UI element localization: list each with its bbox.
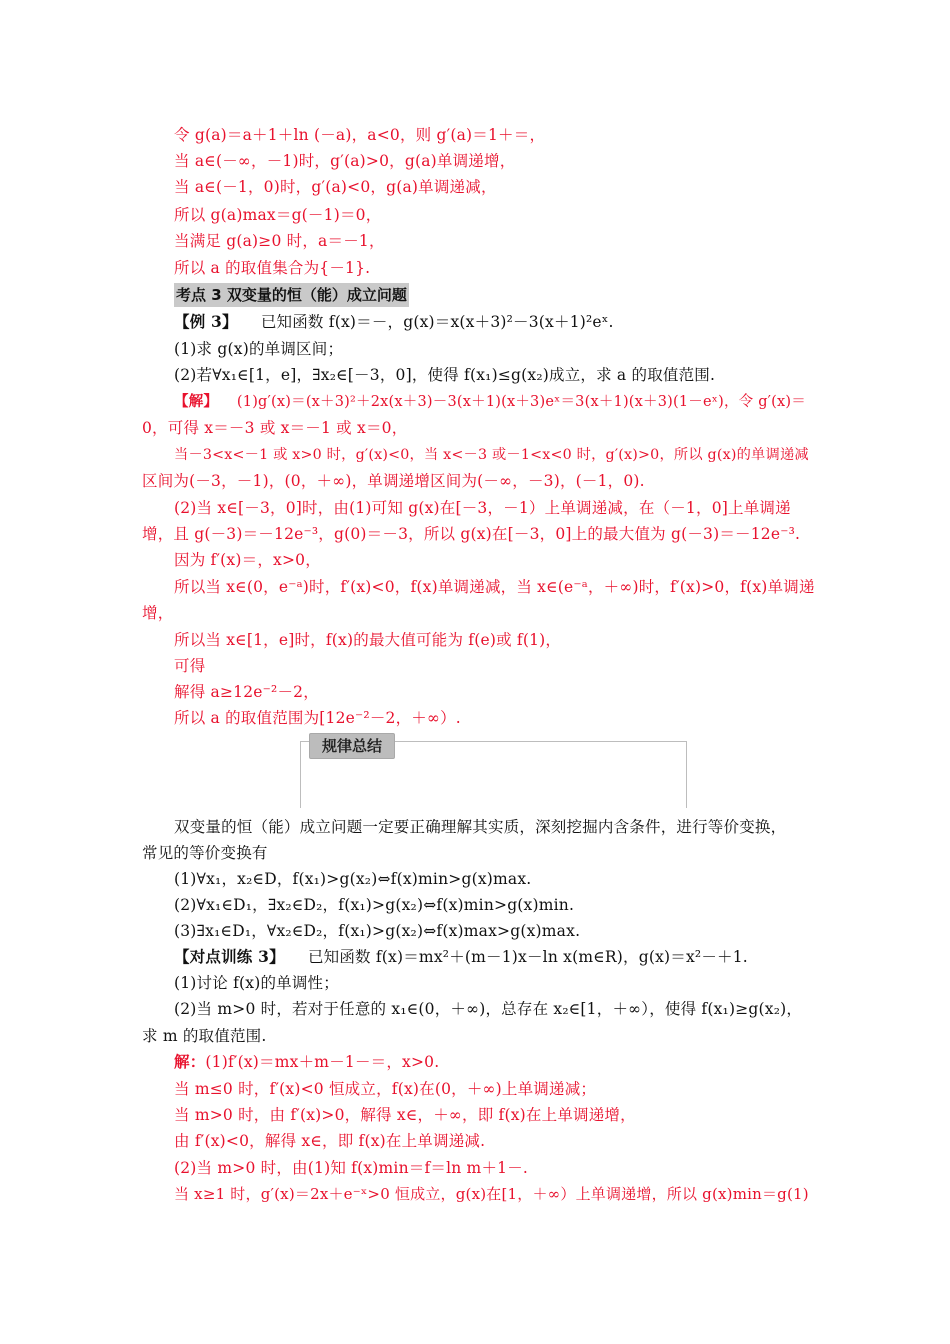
solution-line: 当－3<x<－1 或 x>0 时，g′(x)<0，当 x<－3 或－1<x<0 时，g′(x)>0，所以 g(x)的单调递减: [174, 447, 809, 463]
summary-tab: 规律总结: [309, 733, 395, 759]
practice-solution-label: 解：: [174, 1052, 206, 1071]
summary-item: (2)∀x₁∈D₁，∃x₂∈D₂，f(x₁)>g(x₂)⇔f(x)min>g(x)min.: [174, 896, 575, 914]
solution-line: 解得 a≥12e⁻²－2，: [174, 683, 319, 701]
solution-line: 0，可得 x＝－3 或 x＝－1 或 x＝0，: [142, 419, 408, 437]
solution-label: 【解】: [174, 393, 219, 410]
solution-line: 所以当 x∈(0，e⁻ᵃ)时，f′(x)<0，f(x)单调递减，当 x∈(e⁻ᵃ，＋∞)时，f′(x)>0，f(x)单调递: [174, 578, 815, 596]
practice-label: 【对点训练 3】: [174, 947, 285, 966]
example-label: 【例 3】: [174, 312, 238, 331]
solution-line: 区间为(－3，－1)，(0，＋∞)，单调递增区间为(－∞，－3)，(－1，0).: [142, 472, 645, 490]
example-statement: [174, 309, 814, 335]
practice-question-2-cont: 求 m 的取值范围.: [142, 1027, 267, 1045]
practice-solution-line: 当 m≤0 时，f′(x)<0 恒成立，f(x)在(0，＋∞)上单调递减；: [174, 1080, 597, 1098]
text-line: 当满足 g(a)≥0 时，a＝－1，: [174, 232, 385, 250]
practice-question-1: (1)讨论 f(x)的单调性；: [174, 974, 339, 992]
text-line: 所以 a 的取值集合为{－1}.: [174, 259, 371, 277]
solution-line: 增，: [142, 604, 174, 622]
example-text: 已知函数 f(x)＝－，g(x)＝x(x＋3)²－3(x＋1)²eˣ.: [260, 313, 614, 331]
example-question-1: (1)求 g(x)的单调区间；: [174, 340, 344, 358]
practice-text: 已知函数 f(x)＝mx²＋(m－1)x－ln x(m∈R)，g(x)＝x²－＋1.: [307, 948, 748, 966]
practice-solution-line: 当 m>0 时，由 f′(x)>0，解得 x∈，＋∞，即 f(x)在上单调递增，: [174, 1106, 636, 1124]
solution-line: 所以当 x∈[1，e]时，f(x)的最大值可能为 f(e)或 f(1)，: [174, 631, 562, 649]
text-line: 所以 g(a)max＝g(－1)＝0，: [174, 206, 382, 224]
practice-solution-text: (1)f′(x)＝mx＋m－1－＝，x>0.: [205, 1053, 440, 1071]
summary-item: (3)∃x₁∈D₁，∀x₂∈D₂，f(x₁)>g(x₂)⇔f(x)max>g(x)max.: [174, 922, 581, 940]
solution-line: 因为 f′(x)＝，x>0，: [174, 551, 321, 569]
practice-solution-line: 由 f′(x)<0，解得 x∈，即 f(x)在上单调递减.: [174, 1132, 486, 1150]
text-line: 当 a∈(－1，0)时，g′(a)<0，g(a)单调递减，: [174, 178, 497, 196]
text-line: 当 a∈(－∞，－1)时，g′(a)>0，g(a)单调递增，: [174, 152, 516, 170]
summary-line: 双变量的恒（能）成立问题一定要正确理解其实质，深刻挖掘内含条件，进行等价变换，: [174, 818, 787, 836]
solution-line: (2)当 x∈[－3，0]时，由(1)可知 g(x)在[－3，－1）上单调递减，在（－1，0]上单调递: [174, 499, 791, 517]
example-question-2: (2)若∀x₁∈[1，e]，∃x₂∈[－3，0]，使得 f(x₁)≤g(x₂)成立，求 a 的取值范围.: [174, 366, 716, 384]
solution-line: 增，且 g(－3)＝－12e⁻³，g(0)＝－3，所以 g(x)在[－3，0]上的最大值为 g(－3)＝－12e⁻³.: [142, 525, 801, 543]
section-heading: 考点 3 双变量的恒（能）成立问题: [174, 283, 409, 307]
solution-text: (1)g′(x)＝(x＋3)²＋2x(x＋3)－3(x＋1)(x＋3)eˣ＝3(x＋1)(x＋3)(1－eˣ)，令 g′(x)＝: [236, 394, 806, 410]
practice-statement: [174, 944, 814, 970]
summary-line: 常见的等价变换有: [142, 844, 268, 862]
solution-line: [174, 389, 814, 415]
text-line: 令 g(a)＝a＋1＋ln (－a)，a<0，则 g′(a)＝1＋＝，: [174, 126, 546, 144]
practice-solution-line: 当 x≥1 时，g′(x)＝2x＋e⁻ˣ>0 恒成立，g(x)在[1，＋∞）上单调递增，所以 g(x)min＝g(1): [174, 1185, 809, 1203]
solution-line: 可得: [174, 657, 206, 675]
solution-line: 所以 a 的取值范围为[12e⁻²－2，＋∞）.: [174, 709, 461, 727]
practice-solution-line: (2)当 m>0 时，由(1)知 f(x)min＝f＝ln m＋1－.: [174, 1159, 529, 1177]
practice-solution-line: [174, 1049, 814, 1075]
practice-question-2: (2)当 m>0 时，若对于任意的 x₁∈(0，＋∞)，总存在 x₂∈[1，＋∞），使得 f(x₁)≥g(x₂)，: [174, 1000, 803, 1018]
summary-item: (1)∀x₁，x₂∈D，f(x₁)>g(x₂)⇔f(x)min>g(x)max.: [174, 870, 532, 888]
